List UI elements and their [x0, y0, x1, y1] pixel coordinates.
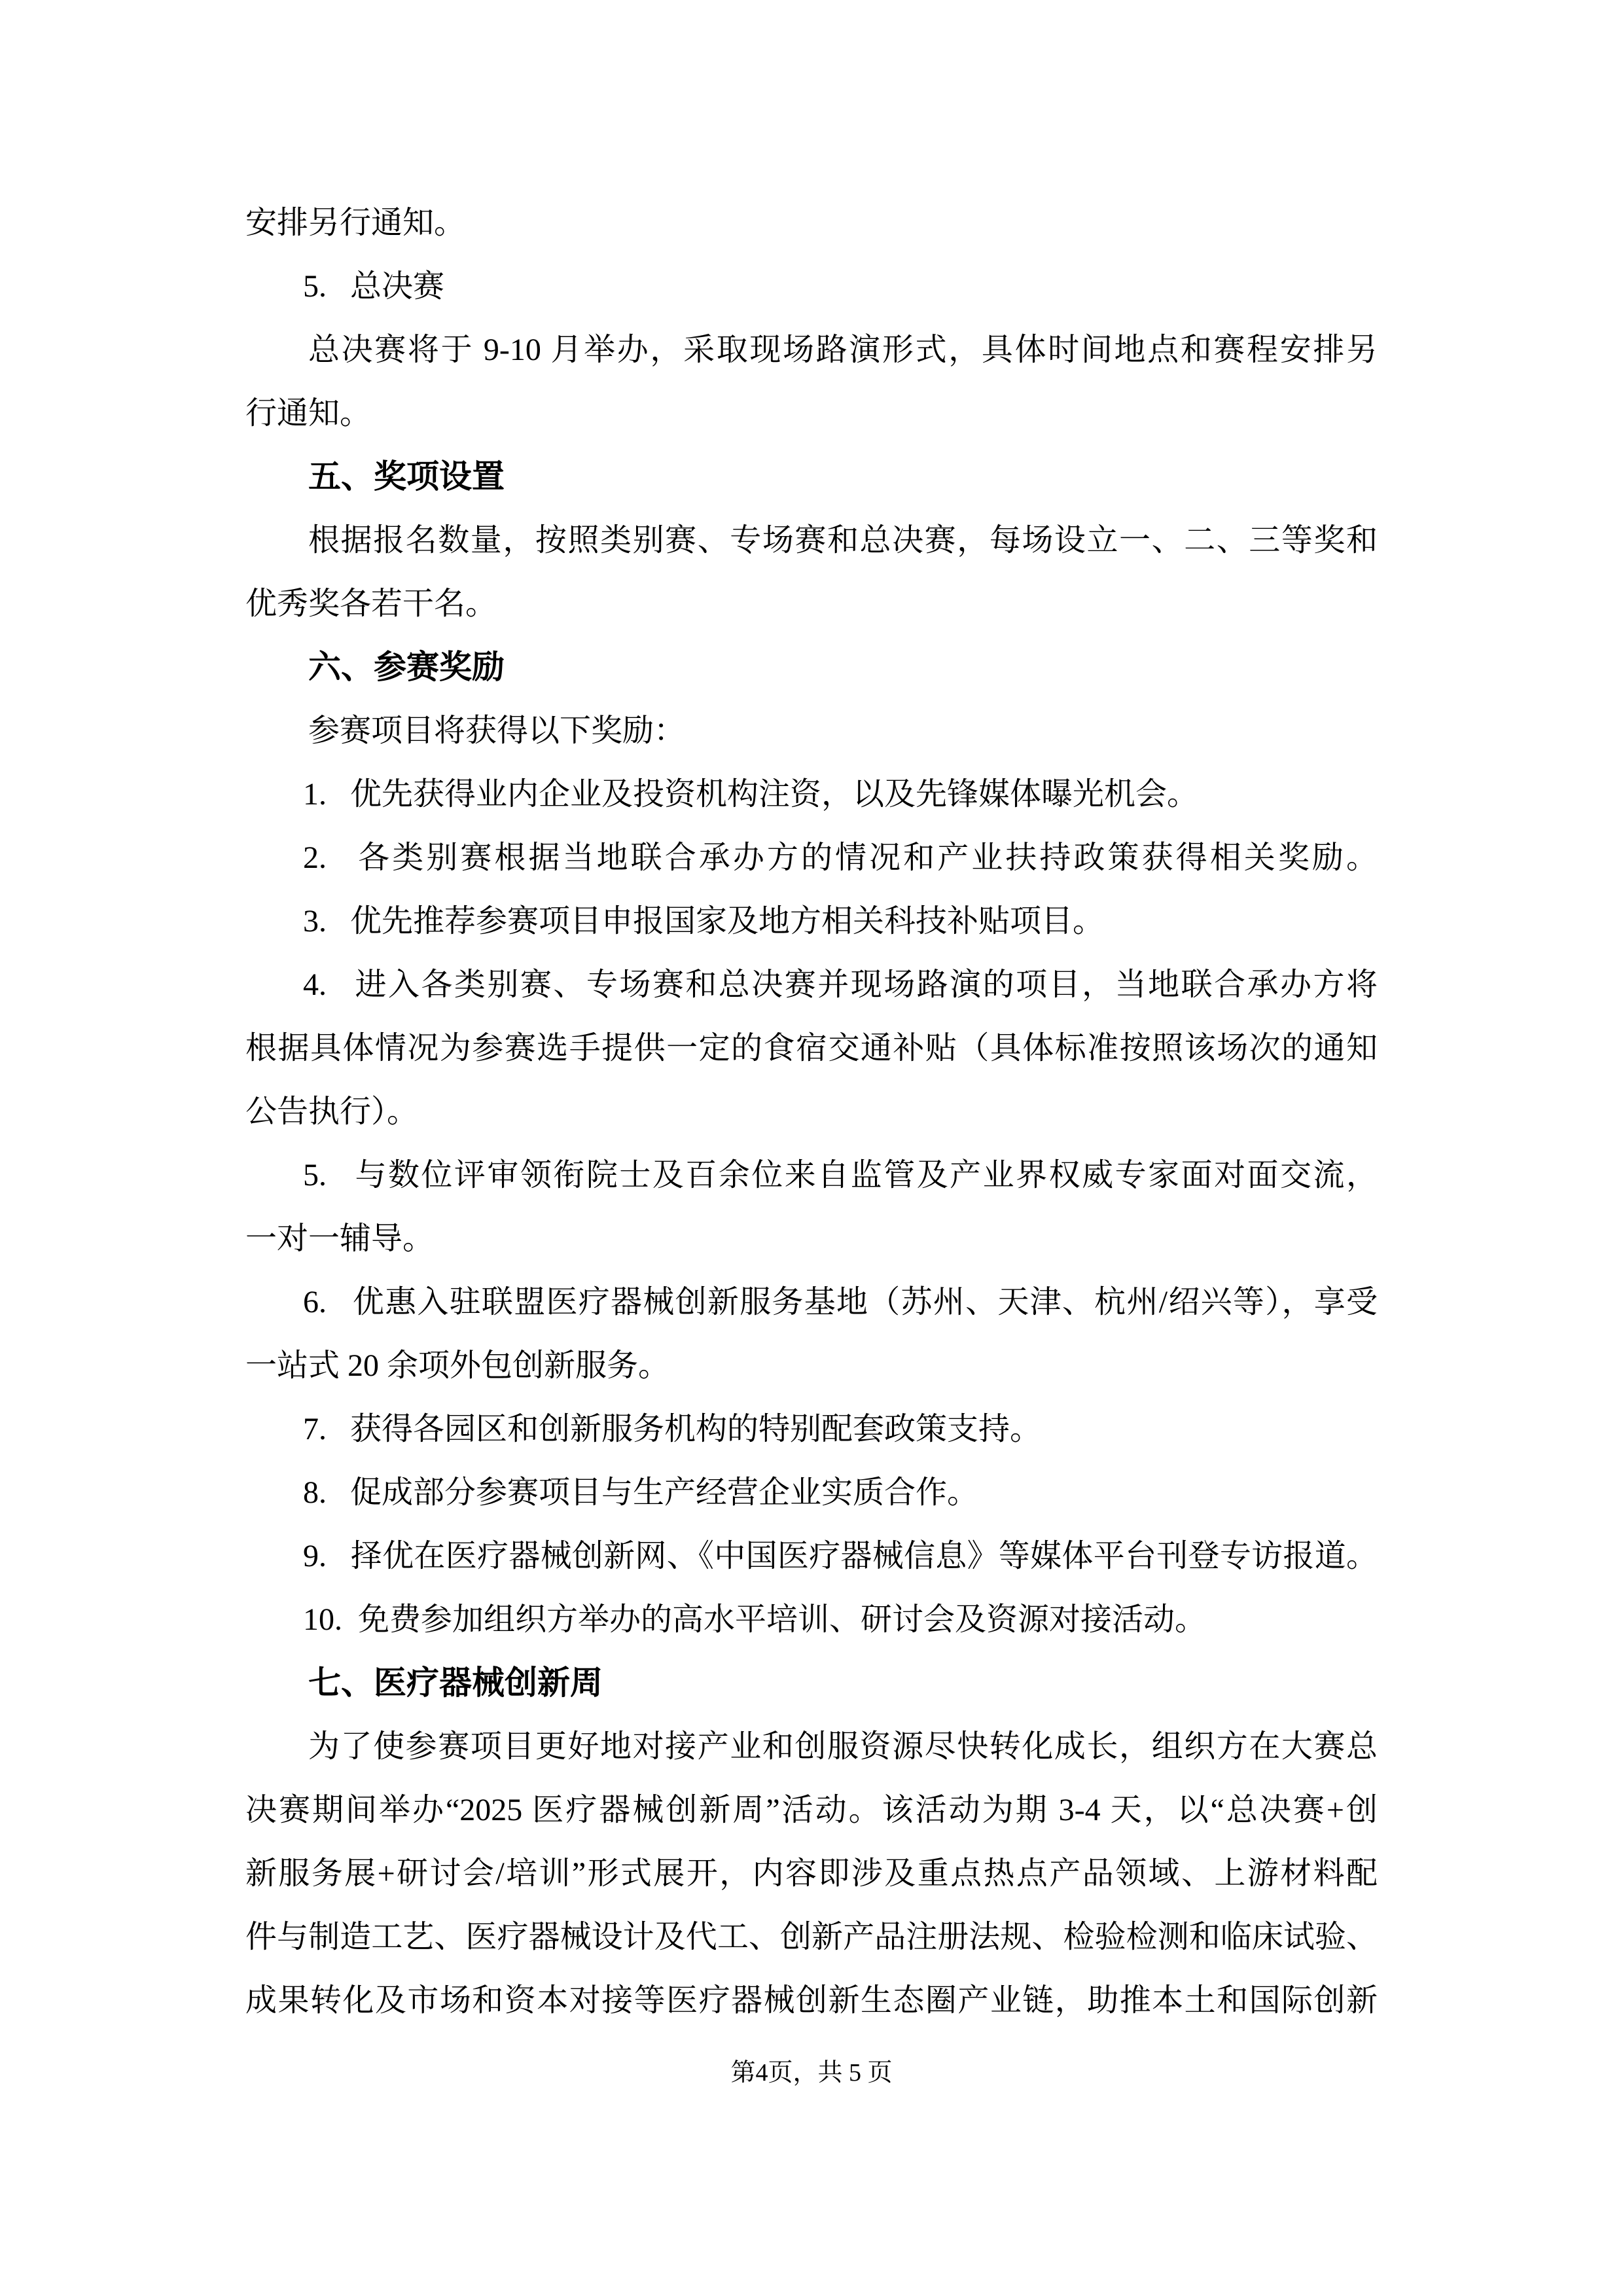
- text-line: 为了使参赛项目更好地对接产业和创服资源尽快转化成长，组织方在大赛总: [308, 1729, 1378, 1764]
- text-line: 1. 优先获得业内企业及投资机构注资，以及先锋媒体曝光机会。: [303, 777, 1199, 812]
- heading-line: 五、奖项设置: [308, 458, 505, 495]
- text-line: 公告执行）。: [245, 1094, 419, 1129]
- text-line: 参赛项目将获得以下奖励：: [308, 713, 686, 748]
- text-line: 根据报名数量，按照类别赛、专场赛和总决赛，每场设立一、二、三等奖和: [308, 523, 1378, 558]
- text-line: 6. 优惠入驻联盟医疗器械创新服务基地（苏州、天津、杭州/绍兴等），享受: [303, 1285, 1378, 1319]
- document-body: [245, 191, 1378, 2032]
- text-line: 一对一辅导。: [245, 1221, 435, 1256]
- text-line: 根据具体情况为参赛选手提供一定的食宿交通补贴（具体标准按照该场次的通知: [245, 1031, 1378, 1066]
- text-line: 7. 获得各园区和创新服务机构的特别配套政策支持。: [303, 1412, 1042, 1446]
- text-line: 10. 免费参加组织方举办的高水平培训、研讨会及资源对接活动。: [303, 1602, 1207, 1637]
- text-line: 优秀奖各若干名。: [245, 586, 497, 621]
- text-line: 一站式 20 余项外包创新服务。: [245, 1348, 670, 1383]
- text-line: 3. 优先推荐参赛项目申报国家及地方相关科技补贴项目。: [303, 904, 1105, 939]
- text-line: 8. 促成部分参赛项目与生产经营企业实质合作。: [303, 1475, 979, 1510]
- text-line: 件与制造工艺、医疗器械设计及代工、创新产品注册法规、检验检测和临床试验、: [245, 1920, 1378, 1954]
- heading-line: 七、医疗器械创新周: [308, 1664, 603, 1701]
- text-line: 总决赛将于 9-10 月举办，采取现场路演形式，具体时间地点和赛程安排另: [308, 332, 1378, 367]
- text-line: 成果转化及市场和资本对接等医疗器械创新生态圈产业链，助推本土和国际创新: [245, 1983, 1378, 2018]
- text-line: 行通知。: [245, 396, 372, 431]
- text-line: 决赛期间举办“2025 医疗器械创新周”活动。该活动为期 3-4 天，以“总决赛+创: [245, 1793, 1378, 1827]
- text-line: 安排另行通知。: [245, 206, 466, 240]
- text-line: 2. 各类别赛根据当地联合承办方的情况和产业扶持政策获得相关奖励。: [303, 840, 1378, 875]
- heading-line: 六、参赛奖励: [308, 649, 505, 685]
- text-line: 新服务展+研讨会/培训”形式展开，内容即涉及重点热点产品领域、上游材料配: [245, 1856, 1378, 1891]
- text-line: 9. 择优在医疗器械创新网、《中国医疗器械信息》等媒体平台刊登专访报道。: [303, 1539, 1378, 1573]
- text-line: 5. 与数位评审领衔院士及百余位来自监管及产业界权威专家面对面交流，: [303, 1158, 1378, 1193]
- text-line: 4. 进入各类别赛、专场赛和总决赛并现场路演的项目，当地联合承办方将: [303, 967, 1378, 1002]
- text-line: 5. 总决赛: [303, 269, 445, 304]
- page-footer: 第4页，共 5 页: [730, 2059, 893, 2087]
